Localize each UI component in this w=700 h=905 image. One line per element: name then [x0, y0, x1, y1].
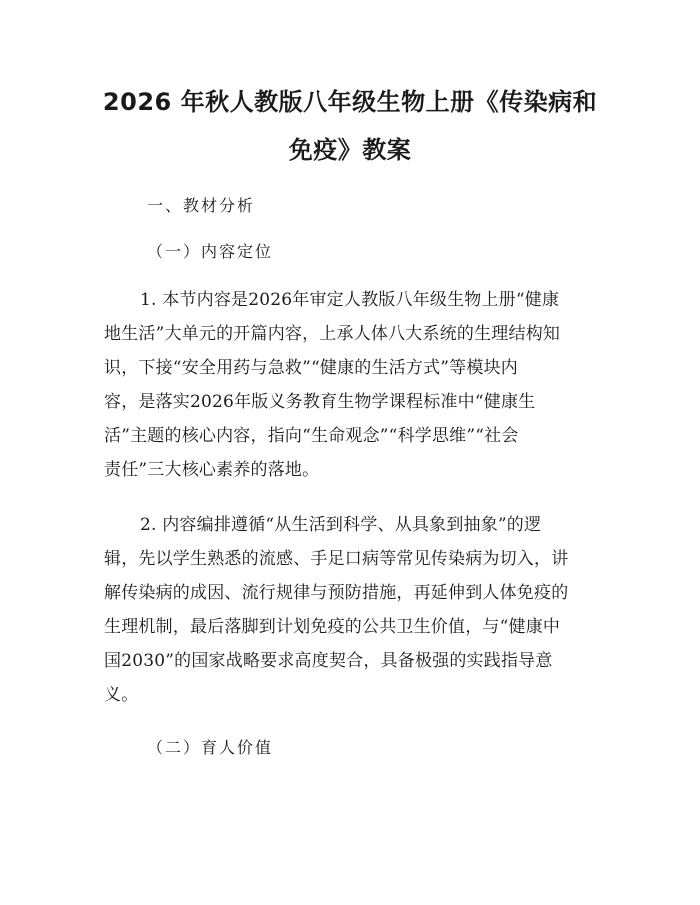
- paragraph-2-line: 生理机制，最后落脚到计划免疫的公共卫生价值，与“健康中: [104, 617, 561, 637]
- paragraph-1-line: 识，下接“安全用药与急救”“健康的生活方式”等模块内: [104, 358, 518, 378]
- paragraph-2-line: 2. 内容编排遵循“从生活到科学、从具象到抽象”的逻: [140, 515, 542, 535]
- paragraph-1-line: 1. 本节内容是2026年审定人教版八年级生物上册“健康: [140, 290, 560, 310]
- paragraph-2-line: 解传染病的成因、流行规律与预防措施，再延伸到人体免疫的: [104, 583, 569, 603]
- paragraph-2-line: 国2030”的国家战略要求高度契合，具备极强的实践指导意: [104, 651, 553, 671]
- paragraph-2-line: 辑，先以学生熟悉的流感、手足口病等常见传染病为切入，讲: [104, 549, 569, 569]
- paragraph-1-line: 容，是落实2026年版义务教育生物学课程标准中“健康生: [104, 392, 536, 412]
- paragraph-1-line: 责任”三大核心素养的落地。: [104, 460, 320, 480]
- paragraph-1-line: 地生活”大单元的开篇内容，上承人体八大系统的生理结构知: [104, 324, 561, 344]
- subsection-heading-content-positioning: （一）内容定位: [147, 242, 274, 261]
- paragraph-1-line: 活”主题的核心内容，指向“生命观念”“科学思维”“社会: [104, 426, 519, 446]
- paragraph-1: [104, 283, 604, 487]
- section-heading-teaching-material-analysis: 一、教材分析: [147, 196, 256, 215]
- title-line-1: 2026 年秋人教版八年级生物上册《传染病和: [102, 88, 598, 116]
- document-title: [90, 78, 610, 174]
- title-line-2: 免疫》教案: [288, 136, 412, 164]
- subsection-heading-educational-value: （二）育人价值: [147, 738, 274, 757]
- paragraph-2: [104, 508, 604, 712]
- paragraph-2-line: 义。: [104, 685, 139, 705]
